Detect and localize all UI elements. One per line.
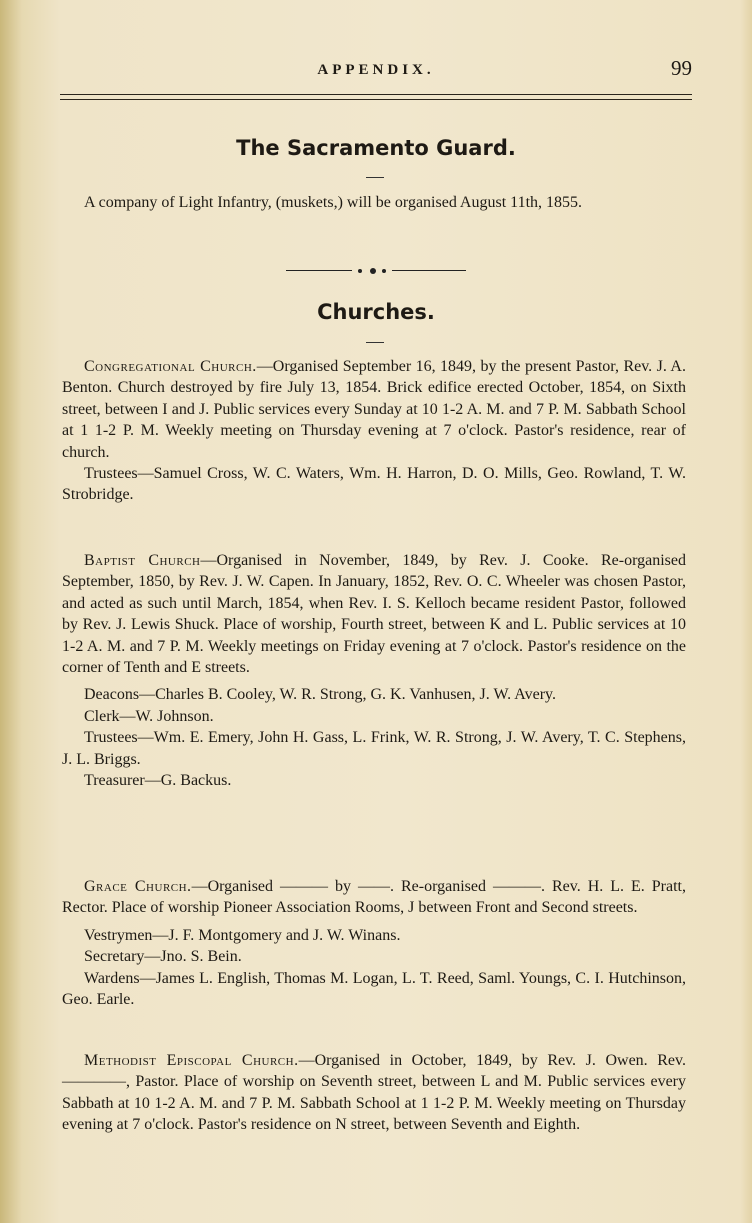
baptist-trustees: Trustees—Wm. E. Emery, John H. Gass, L. Frink, W. R. Strong, J. W. Avery, T. C. Stephens, J. L. Briggs. <box>62 729 686 768</box>
baptist-body: —Organised in November, 1849, by Rev. J. Cooke. Re-organised September, 1850, by Rev. J. W. Capen. In January, 1852, Rev. O. C. Wheeler was chosen Pastor, and acted as such until March, 1854, when Rev. I. S. Kelloch became resident Pastor, followed by Rev. J. Lewis Shuck. Place of worship, Fourth street, between K and L. Public services at 10 1-2 A. M. and 7 P. M. Weekly meetings on Friday evening at 7 o'clock. Pastor's residence on the corner of Tenth and E streets. <box>62 552 686 677</box>
congregational-section <box>62 356 686 506</box>
baptist-clerk: Clerk—W. Johnson. <box>84 707 214 725</box>
baptist-deacons: Deacons—Charles B. Cooley, W. R. Strong, G. K. Vanhusen, J. W. Avery. <box>84 686 556 704</box>
grace-vestrymen: Vestrymen—J. F. Montgomery and J. W. Winans. <box>84 926 401 944</box>
baptist-treasurer: Treasurer—G. Backus. <box>84 772 232 790</box>
short-divider-2 <box>366 342 384 343</box>
methodist-paragraph <box>62 1050 686 1136</box>
page-number: 99 <box>671 56 692 80</box>
grace-wardens: Wardens—James L. English, Thomas M. Logan, L. T. Reed, Saml. Youngs, C. I. Hutchinson, Geo. Earle. <box>62 969 686 1009</box>
congregational-body: —Organised September 16, 1849, by the present Pastor, Rev. J. A. Benton. Church destroyed by fire July 13, 1854. Brick edifice erected October, 1854, on Sixth street, between I and J. Public services every Sunday at 10 1-2 A. M. and 7 P. M. Sabbath School at 1 1-2 P. M. Weekly meeting on Thursday evening at 7 o'clock. Pastor's residence, rear of church. <box>62 358 686 461</box>
grace-section <box>62 876 686 1010</box>
short-divider <box>366 177 384 178</box>
methodist-body: —Organised in October, 1849, by Rev. J. Owen. Rev. ————, Pastor. Place of worship on Seventh street, between L and M. Public services every Sabbath at 10 1-2 A. M. and 7 P. M. Sabbath School at 1 1-2 P. M. Weekly meeting on Thursday evening at 7 o'clock. Pastor's residence on N street, between Seventh and Eighth. <box>62 1052 686 1134</box>
baptist-paragraph <box>62 550 686 678</box>
header-rule-thin <box>60 99 692 100</box>
page-header <box>60 56 692 88</box>
congregational-paragraph <box>62 356 686 463</box>
header-rule <box>60 94 692 95</box>
baptist-name: Baptist Church <box>84 552 201 569</box>
sacramento-guard-paragraph <box>62 192 686 213</box>
churches-heading: Churches. <box>317 300 435 324</box>
baptist-section <box>62 550 686 791</box>
methodist-section <box>62 1050 686 1136</box>
methodist-name: Methodist Episcopal Church. <box>84 1052 299 1069</box>
ornamental-divider <box>286 268 466 274</box>
running-head: APPENDIX. <box>317 62 435 78</box>
guard-text: A company of Light Infantry, (muskets,) will be organised August 11th, 1855. <box>84 194 583 211</box>
grace-paragraph <box>62 876 686 919</box>
sacramento-guard-heading: The Sacramento Guard. <box>236 136 516 160</box>
congregational-trustees: Trustees—Samuel Cross, W. C. Waters, Wm. H. Harron, D. O. Mills, Geo. Rowland, T. W. Strobridge. <box>62 465 686 504</box>
grace-name: Grace Church. <box>84 878 192 895</box>
congregational-name: Congregational Church. <box>84 358 257 375</box>
grace-secretary: Secretary—Jno. S. Bein. <box>84 948 242 966</box>
grace-body: —Organised ——— by ——. Re-organised ———. Rev. H. L. E. Pratt, Rector. Place of worship Pioneer Association Rooms, J between Front and Second streets. <box>62 878 686 917</box>
